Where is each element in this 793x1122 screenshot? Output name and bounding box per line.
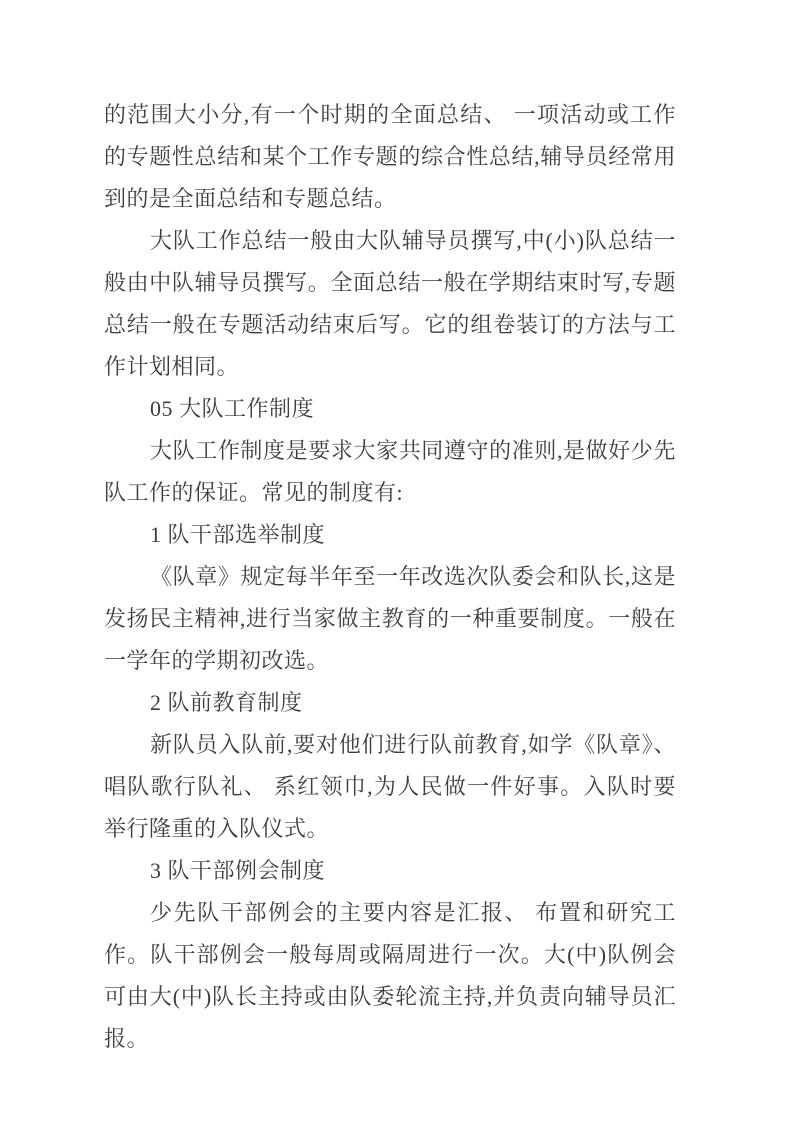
paragraph-summary-writers: 大队工作总结一般由大队辅导员撰写,中(小)队总结一般由中队辅导员撰写。全面总结一般在学期结束时写,专题总结一般在专题活动结束后写。它的组卷装订的方法与工作计划相同。 bbox=[104, 228, 676, 379]
heading-05-brigade-work-system: 05 大队工作制度 bbox=[150, 396, 315, 421]
heading-2-pre-admission-education-system: 2 队前教育制度 bbox=[150, 690, 303, 715]
heading-1-cadre-election-system: 1 队干部选举制度 bbox=[150, 522, 326, 547]
document-body bbox=[104, 94, 676, 1060]
heading-3-cadre-meeting-system: 3 队干部例会制度 bbox=[150, 858, 326, 883]
paragraph-system-intro: 大队工作制度是要求大家共同遵守的准则,是做好少先队工作的保证。常见的制度有: bbox=[104, 438, 676, 505]
paragraph-pre-admission-education-detail: 新队员入队前,要对他们进行队前教育,如学《队章》、唱队歌行队礼、 系红领巾,为人民做一件好事。入队时要举行隆重的入队仪式。 bbox=[104, 732, 676, 841]
paragraph-cadre-meeting-detail: 少先队干部例会的主要内容是汇报、 布置和研究工作。队干部例会一般每周或隔周进行一次。大(中)队例会可由大(中)队长主持或由队委轮流主持,并负责向辅导员汇报。 bbox=[104, 900, 676, 1051]
paragraph-cadre-election-detail: 《队章》规定每半年至一年改选次队委会和队长,这是发扬民主精神,进行当家做主教育的一种重要制度。一般在一学年的学期初改选。 bbox=[104, 564, 676, 673]
paragraph-summary-scope-continuation: 的范围大小分,有一个时期的全面总结、 一项活动或工作的专题性总结和某个工作专题的综合性总结,辅导员经常用到的是全面总结和专题总结。 bbox=[104, 102, 676, 211]
